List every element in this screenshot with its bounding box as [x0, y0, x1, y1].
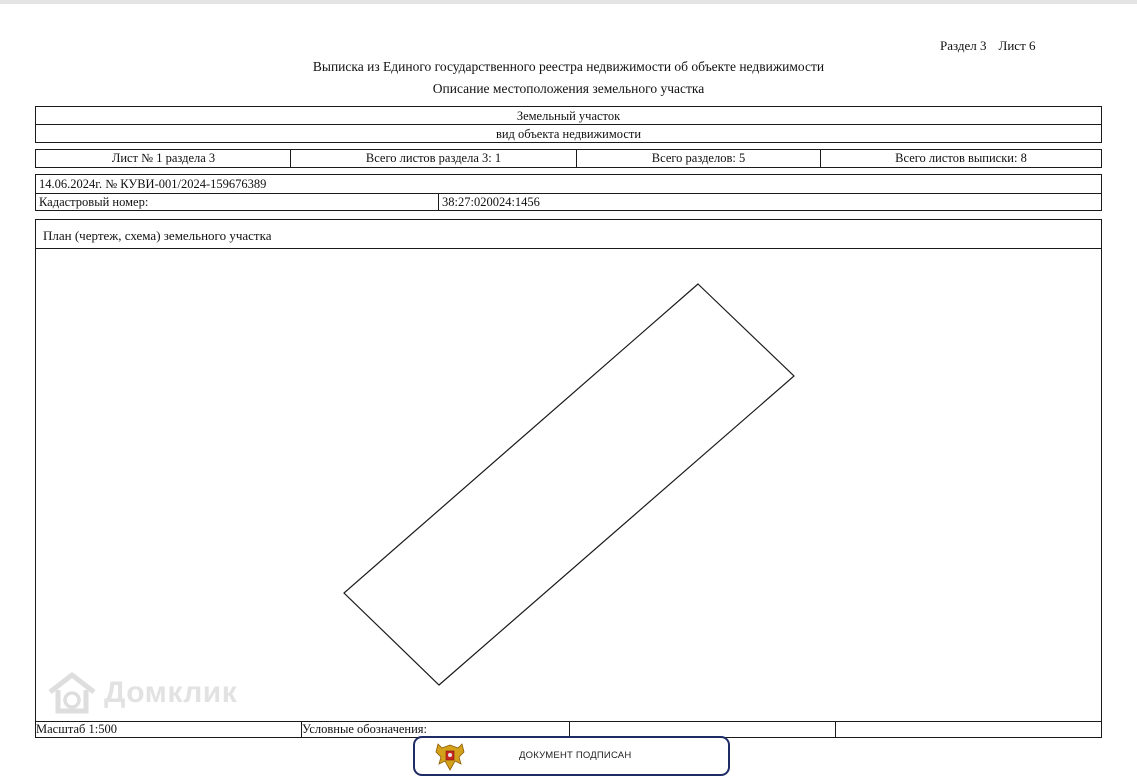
legend-label: Условные обозначения:	[302, 722, 428, 736]
object-type: Земельный участок	[516, 109, 621, 123]
document-subtitle: Описание местоположения земельного участка	[432, 81, 705, 96]
total-sections: Всего разделов: 5	[651, 151, 746, 165]
parcel-outline	[344, 284, 794, 685]
house-icon	[46, 672, 98, 714]
record-date-number: 14.06.2024г. № КУВИ-001/2024-159676389	[39, 177, 267, 191]
signature-stamp	[413, 736, 730, 776]
coat-of-arms-icon	[433, 742, 467, 772]
total-sheets-extract: Всего листов выписки: 8	[895, 151, 1027, 165]
watermark-text: Домклик	[104, 676, 238, 709]
object-type-caption: вид объекта недвижимости	[495, 127, 642, 141]
plan-label: План (чертеж, схема) земельного участка	[43, 228, 272, 243]
domclick-watermark	[46, 672, 237, 714]
cadastral-number: 38:27:020024:1456	[442, 195, 540, 209]
scale-label: Масштаб 1:500	[36, 722, 117, 736]
cadastral-label: Кадастровый номер:	[39, 195, 149, 209]
total-sheets-section: Всего листов раздела 3: 1	[365, 151, 502, 165]
section-ref: Раздел 3	[940, 38, 987, 53]
sheet-of-section: Лист № 1 раздела 3	[111, 151, 216, 165]
document-title: Выписка из Единого государственного реестра недвижимости об объекте недвижимости	[312, 59, 825, 74]
sheet-ref: Лист 6	[998, 38, 1036, 53]
stamp-text: ДОКУМЕНТ ПОДПИСАН	[519, 750, 632, 761]
